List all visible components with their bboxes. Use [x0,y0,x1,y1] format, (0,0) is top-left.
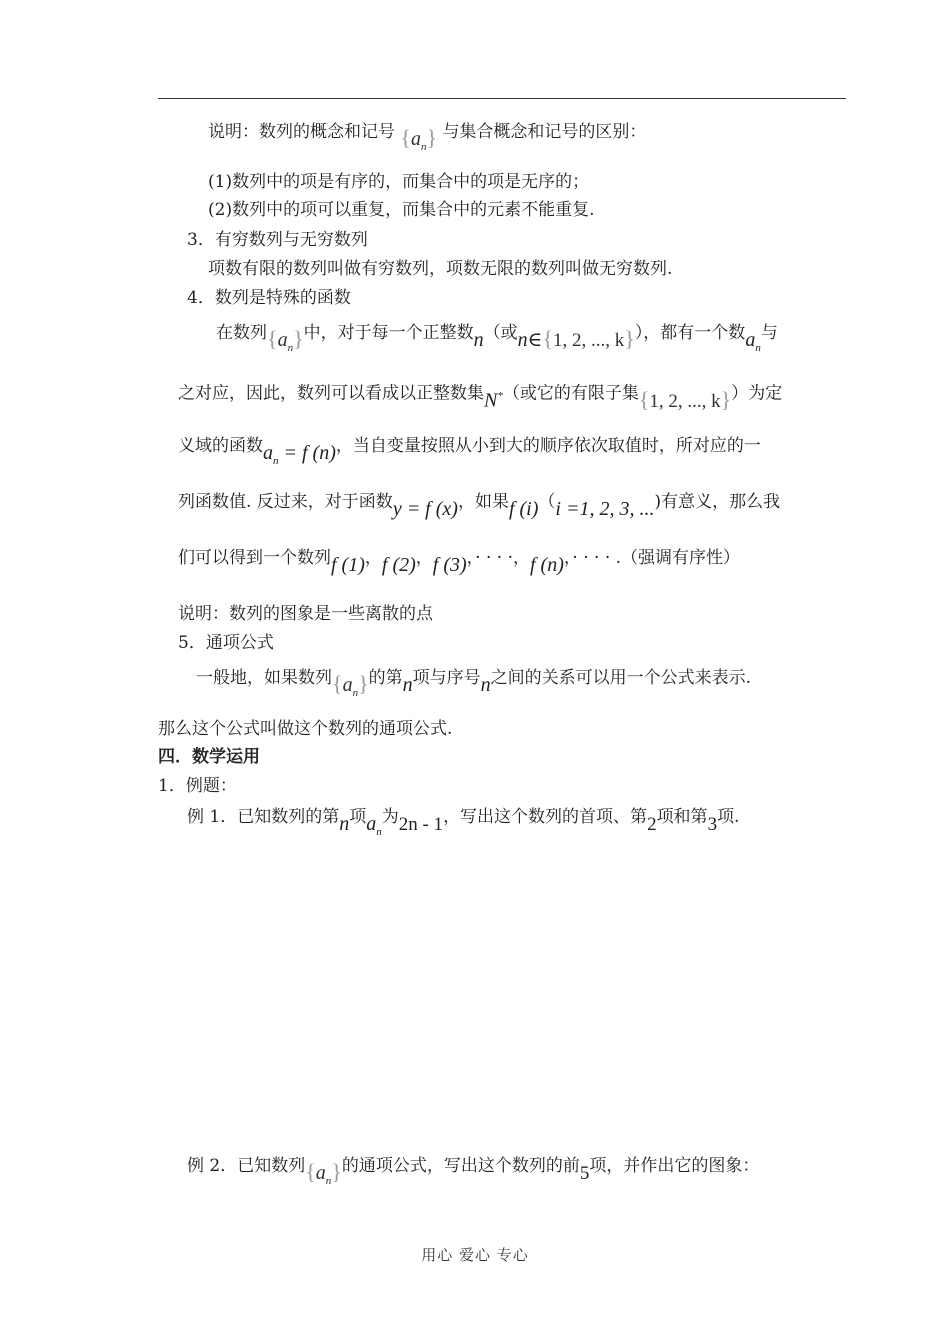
seq-notation: $\{a_n\}$ [305,1159,342,1187]
example-1: 例 1．已知数列的第n项$a_n$为2n - 1，写出这个数列的首项、第2项和第3项. [187,807,740,838]
function-line-4: 列函数值. 反过来，对于函数y = f (x)，如果f (i)（i =1, 2, 3, ...)有意义，那么我 [178,492,781,520]
function-line-1: 在数列$\{a_n\}$中，对于每一个正整数n（或n∈{1, 2, ..., k}），都有一个数$a_n$与 [216,320,778,351]
seq-notation: $\{a_n\}$ [332,671,369,699]
general-term-line-1: 一般地，如果数列$\{a_n\}$的第n项与序号n之间的关系可以用一个公式来表示. [196,665,751,696]
page-footer: 用心 爱心 专心 [421,1246,529,1264]
examples-heading: 1．例题： [158,776,237,796]
heading-3: 3．有穷数列与无穷数列 [187,230,368,250]
finite-set: {1, 2, ..., k} [638,386,732,412]
header-rule [158,98,846,99]
point-1: (1)数列中的项是有序的，而集合中的项是无序的； [208,172,590,192]
section-4-heading: 四．数学运用 [158,747,260,767]
heading-4: 4．数列是特殊的函数 [187,288,351,308]
seq-notation: $\{a_n\}$ [400,125,438,153]
function-line-5: 们可以得到一个数列f (1)，f (2)，f (3)，· · · ·，f (n)，· · · · .（强调有序性） [178,548,741,576]
paragraph-3: 项数有限的数列叫做有穷数列，项数无限的数列叫做无穷数列. [208,259,673,279]
function-line-3: 义域的函数$a_n = f$ (n)，当自变量按照从小到大的顺序依次取值时，所对应的一 [178,436,761,467]
example-2: 例 2．已知数列$\{a_n\}$的通项公式，写出这个数列的前5项，并作出它的图象： [187,1153,759,1184]
note-text-2: 与集合概念和记号的区别： [442,122,647,142]
heading-5: 5．通项公式 [178,633,274,653]
point-2: (2)数列中的项可以重复，而集合中的元素不能重复. [208,200,595,220]
note-text: 说明：数列的概念和记号 [208,122,395,142]
note-line [208,119,647,153]
finite-set: {1, 2, ..., k} [542,326,635,351]
seq-notation: $\{a_n\}$ [267,326,304,354]
note-discrete: 说明：数列的图象是一些离散的点 [178,604,433,624]
function-line-2: 之对应，因此，数列可以看成以正整数集N*（或它的有限子集{1, 2, ..., k}）为定 [178,383,783,412]
general-term-line-2: 那么这个公式叫做这个数列的通项公式. [158,719,453,739]
